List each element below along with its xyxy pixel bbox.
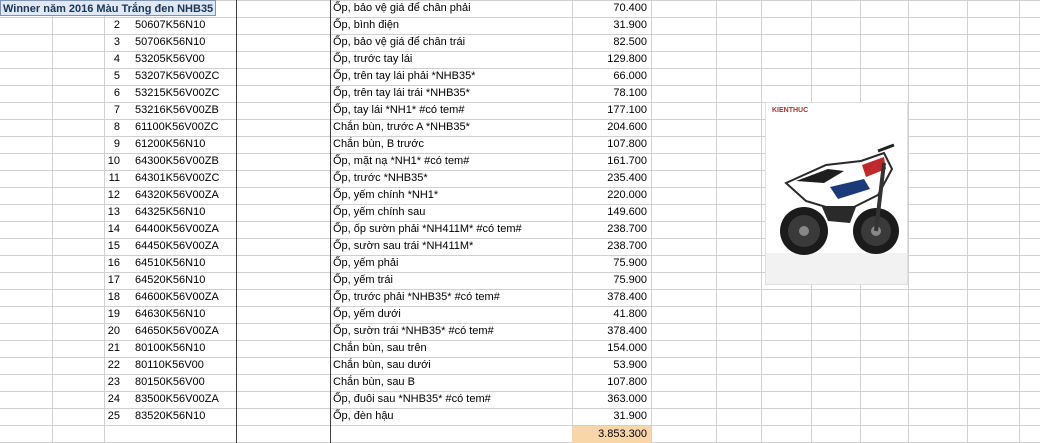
- price-cell[interactable]: 235.400: [607, 172, 647, 184]
- price-cell[interactable]: 204.600: [607, 121, 647, 133]
- part-code-cell[interactable]: 64400K56V00ZA: [135, 223, 219, 235]
- part-description-cell[interactable]: Ốp, sườn sau trái *NH411M*: [333, 240, 474, 252]
- part-code-cell[interactable]: 64510K56N10: [135, 257, 206, 269]
- part-code-cell[interactable]: 50706K56N10: [135, 36, 206, 48]
- price-cell[interactable]: 154.000: [607, 342, 647, 354]
- price-cell[interactable]: 53.900: [613, 359, 647, 371]
- row-number-cell[interactable]: 13: [107, 206, 120, 218]
- row-number-cell[interactable]: 2: [113, 19, 120, 31]
- row-number-cell[interactable]: 18: [107, 291, 120, 303]
- price-cell[interactable]: 238.700: [607, 240, 647, 252]
- row-number-cell[interactable]: 25: [107, 410, 120, 422]
- row-number-cell[interactable]: 7: [113, 104, 120, 116]
- part-description-cell[interactable]: Ốp, đuôi sau *NHB35* #có tem#: [333, 393, 491, 405]
- row-number-cell[interactable]: 17: [107, 274, 120, 286]
- part-description-cell[interactable]: Ốp, trước tay lái: [333, 53, 413, 65]
- part-code-cell[interactable]: 64325K56N10: [135, 206, 206, 218]
- part-description-cell[interactable]: Chắn bùn, B trước: [333, 138, 425, 150]
- price-cell[interactable]: 378.400: [607, 325, 647, 337]
- part-description-cell[interactable]: Ốp, yếm phải: [333, 257, 399, 269]
- row-number-cell[interactable]: 21: [107, 342, 120, 354]
- part-description-cell[interactable]: Ốp, trước phải *NHB35* #có tem#: [333, 291, 500, 303]
- part-description-cell[interactable]: Ốp, yếm chính sau: [333, 206, 426, 218]
- part-code-cell[interactable]: 53216K56V00ZB: [135, 104, 219, 116]
- price-cell[interactable]: 31.900: [613, 410, 647, 422]
- part-description-cell[interactable]: Ốp, trên tay lái phải *NHB35*: [333, 70, 476, 82]
- price-cell[interactable]: 161.700: [607, 155, 647, 167]
- part-code-cell[interactable]: 64300K56V00ZB: [135, 155, 219, 167]
- price-cell[interactable]: 82.500: [613, 36, 647, 48]
- row-number-cell[interactable]: 22: [107, 359, 120, 371]
- price-cell[interactable]: 149.600: [607, 206, 647, 218]
- part-code-cell[interactable]: 80100K56N10: [135, 342, 206, 354]
- price-cell[interactable]: 177.100: [607, 104, 647, 116]
- row-number-cell[interactable]: 3: [113, 36, 120, 48]
- part-description-cell[interactable]: Ốp, trước *NHB35*: [333, 172, 428, 184]
- sheet-title-cell[interactable]: Winner năm 2016 Màu Trắng đen NHB35: [0, 0, 216, 16]
- total-price-cell[interactable]: 3.853.300: [598, 428, 647, 440]
- part-code-cell[interactable]: 50607K56N10: [135, 19, 206, 31]
- column-gridline: [1019, 0, 1020, 443]
- part-code-cell[interactable]: 53207K56V00ZC: [135, 70, 220, 82]
- part-description-cell[interactable]: Ốp, đèn hậu: [333, 410, 394, 422]
- row-number-cell[interactable]: 20: [107, 325, 120, 337]
- part-code-cell[interactable]: 64600K56V00ZA: [135, 291, 219, 303]
- row-number-cell[interactable]: 11: [108, 172, 120, 184]
- part-code-cell[interactable]: 83520K56N10: [135, 410, 206, 422]
- row-number-cell[interactable]: 19: [107, 308, 120, 320]
- column-gridline: [651, 0, 652, 443]
- part-code-cell[interactable]: 64301K56V00ZC: [135, 172, 220, 184]
- row-number-cell[interactable]: 8: [113, 121, 120, 133]
- price-cell[interactable]: 107.800: [607, 138, 647, 150]
- price-cell[interactable]: 31.900: [613, 19, 647, 31]
- column-gridline: [716, 0, 717, 443]
- part-code-cell[interactable]: 83500K56V00ZA: [135, 393, 219, 405]
- part-code-cell[interactable]: 64630K56N10: [135, 308, 206, 320]
- part-description-cell[interactable]: Ốp, yếm trái: [333, 274, 393, 286]
- part-description-cell[interactable]: Ốp, tay lái *NH1* #có tem#: [333, 104, 465, 116]
- column-gridline: [52, 0, 53, 443]
- part-code-cell[interactable]: 61100K56V00ZC: [135, 121, 219, 133]
- part-description-cell[interactable]: Chắn bùn, trước A *NHB35*: [333, 121, 470, 133]
- price-cell[interactable]: 75.900: [613, 257, 647, 269]
- part-description-cell[interactable]: Ốp, trên tay lái trái *NHB35*: [333, 87, 470, 99]
- part-description-cell[interactable]: Chắn bùn, sau dưới: [333, 359, 431, 371]
- part-code-cell[interactable]: 61200K56N10: [135, 138, 206, 150]
- part-code-cell[interactable]: 53205K56V00: [135, 53, 205, 65]
- column-gridline: [967, 0, 968, 443]
- row-number-cell[interactable]: 14: [107, 223, 120, 235]
- price-cell[interactable]: 70.400: [613, 2, 647, 14]
- part-description-cell[interactable]: Ốp, ốp sườn phải *NH411M* #có tem#: [333, 223, 522, 235]
- column-gridline: [761, 0, 762, 443]
- price-cell[interactable]: 220.000: [607, 189, 647, 201]
- row-number-cell[interactable]: 24: [107, 393, 120, 405]
- part-code-cell[interactable]: 53215K56V00ZC: [135, 87, 220, 99]
- photo-logo: KIENTHUC: [772, 107, 809, 114]
- motorcycle-illustration: [766, 103, 907, 284]
- part-description-cell[interactable]: Ốp, mặt nạ *NH1* #có tem#: [333, 155, 470, 167]
- row-number-cell[interactable]: 5: [113, 70, 120, 82]
- price-cell[interactable]: 378.400: [607, 291, 647, 303]
- part-code-cell[interactable]: 64520K56N10: [135, 274, 206, 286]
- price-cell[interactable]: 129.800: [607, 53, 647, 65]
- part-description-cell[interactable]: Chắn bùn, sau trên: [333, 342, 427, 354]
- part-code-cell[interactable]: 80150K56V00: [135, 376, 205, 388]
- part-description-cell[interactable]: Chắn bùn, sau B: [333, 376, 415, 388]
- row-number-cell[interactable]: 9: [113, 138, 120, 150]
- column-gridline: [908, 0, 909, 443]
- motorcycle-photo: [765, 102, 908, 285]
- row-number-cell[interactable]: 12: [107, 189, 120, 201]
- row-gridline: [0, 425, 1040, 426]
- column-gridline: [236, 0, 237, 443]
- price-cell[interactable]: 75.900: [613, 274, 647, 286]
- part-code-cell[interactable]: 64650K56V00ZA: [135, 325, 219, 337]
- part-description-cell[interactable]: Ốp, yếm dưới: [333, 308, 401, 320]
- part-code-cell[interactable]: 64320K56V00ZA: [135, 189, 219, 201]
- price-cell[interactable]: 78.100: [613, 87, 647, 99]
- price-cell[interactable]: 363.000: [607, 393, 647, 405]
- part-code-cell[interactable]: 64450K56V00ZA: [135, 240, 219, 252]
- row-number-cell[interactable]: 4: [113, 53, 120, 65]
- row-number-cell[interactable]: 23: [107, 376, 120, 388]
- row-number-cell[interactable]: 10: [107, 155, 120, 167]
- row-number-cell[interactable]: 6: [113, 87, 120, 99]
- price-cell[interactable]: 238.700: [607, 223, 647, 235]
- part-description-cell[interactable]: Ốp, yếm chính *NH1*: [333, 189, 439, 201]
- part-description-cell[interactable]: Ốp, bảo vệ giá để chân phải: [333, 2, 471, 14]
- part-code-cell[interactable]: 80110K56V00: [135, 359, 204, 371]
- price-cell[interactable]: 107.800: [607, 376, 647, 388]
- row-number-cell[interactable]: 15: [107, 240, 120, 252]
- price-cell[interactable]: 66.000: [613, 70, 647, 82]
- price-cell[interactable]: 41.800: [613, 308, 647, 320]
- row-number-cell[interactable]: 16: [107, 257, 120, 269]
- part-description-cell[interactable]: Ốp, bình điện: [333, 19, 400, 31]
- part-description-cell[interactable]: Ốp, bảo vệ giá để chân trái: [333, 36, 466, 48]
- part-description-cell[interactable]: Ốp, sườn trái *NHB35* #có tem#: [333, 325, 494, 337]
